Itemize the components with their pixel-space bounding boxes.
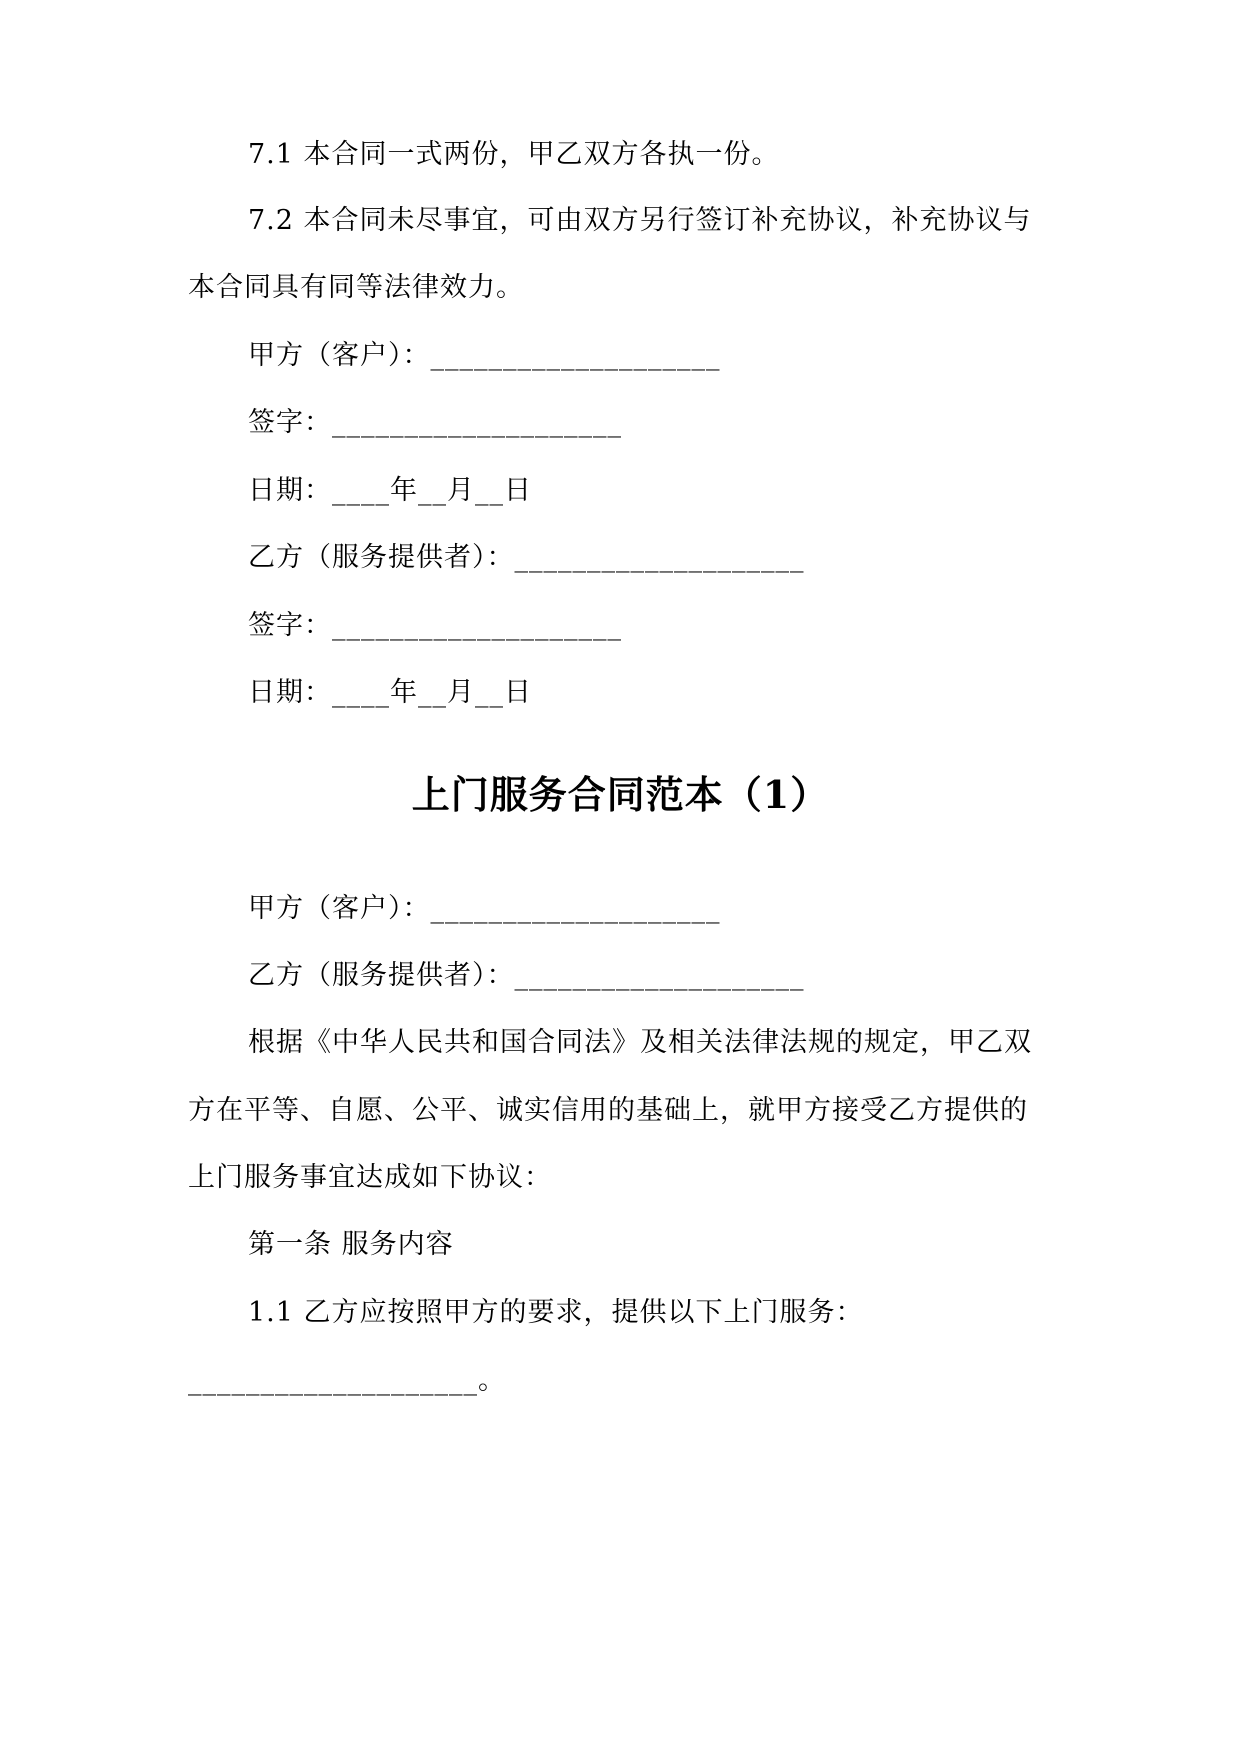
- clause-7-2-line1: 7.2 本合同未尽事宜，可由双方另行签订补充协议，补充协议与: [248, 205, 1032, 236]
- article-1-heading: 第一条 服务内容: [248, 1229, 454, 1260]
- clause-1-1-blank: ____________________。: [188, 1365, 506, 1396]
- preamble-line2: 方在平等、自愿、公平、诚实信用的基础上，就甲方接受乙方提供的: [188, 1095, 1028, 1126]
- party-b-sign-field: 签字：____________________: [248, 610, 622, 641]
- clause-7-1: 7.1 本合同一式两份，甲乙双方各执一份。: [248, 139, 780, 170]
- clause-7-2-line2: 本合同具有同等法律效力。: [188, 272, 524, 303]
- clause-1-1: 1.1 乙方应按照甲方的要求，提供以下上门服务：: [248, 1297, 864, 1328]
- party-a-signature-line: 甲方（客户）：____________________: [248, 340, 721, 371]
- preamble-line1: 根据《中华人民共和国合同法》及相关法律法规的规定，甲乙双: [248, 1027, 1032, 1058]
- party-a-field: 甲方（客户）：____________________: [248, 893, 721, 924]
- party-b-date-field: 日期：____年__月__日: [248, 677, 532, 708]
- party-a-sign-field: 签字：____________________: [248, 407, 622, 438]
- party-a-date-field: 日期：____年__月__日: [248, 475, 532, 506]
- party-b-field: 乙方（服务提供者）：____________________: [248, 960, 805, 991]
- party-b-signature-line: 乙方（服务提供者）：____________________: [248, 542, 805, 573]
- document-title: 上门服务合同范本（1）: [411, 772, 830, 817]
- preamble-line3: 上门服务事宜达成如下协议：: [188, 1162, 552, 1193]
